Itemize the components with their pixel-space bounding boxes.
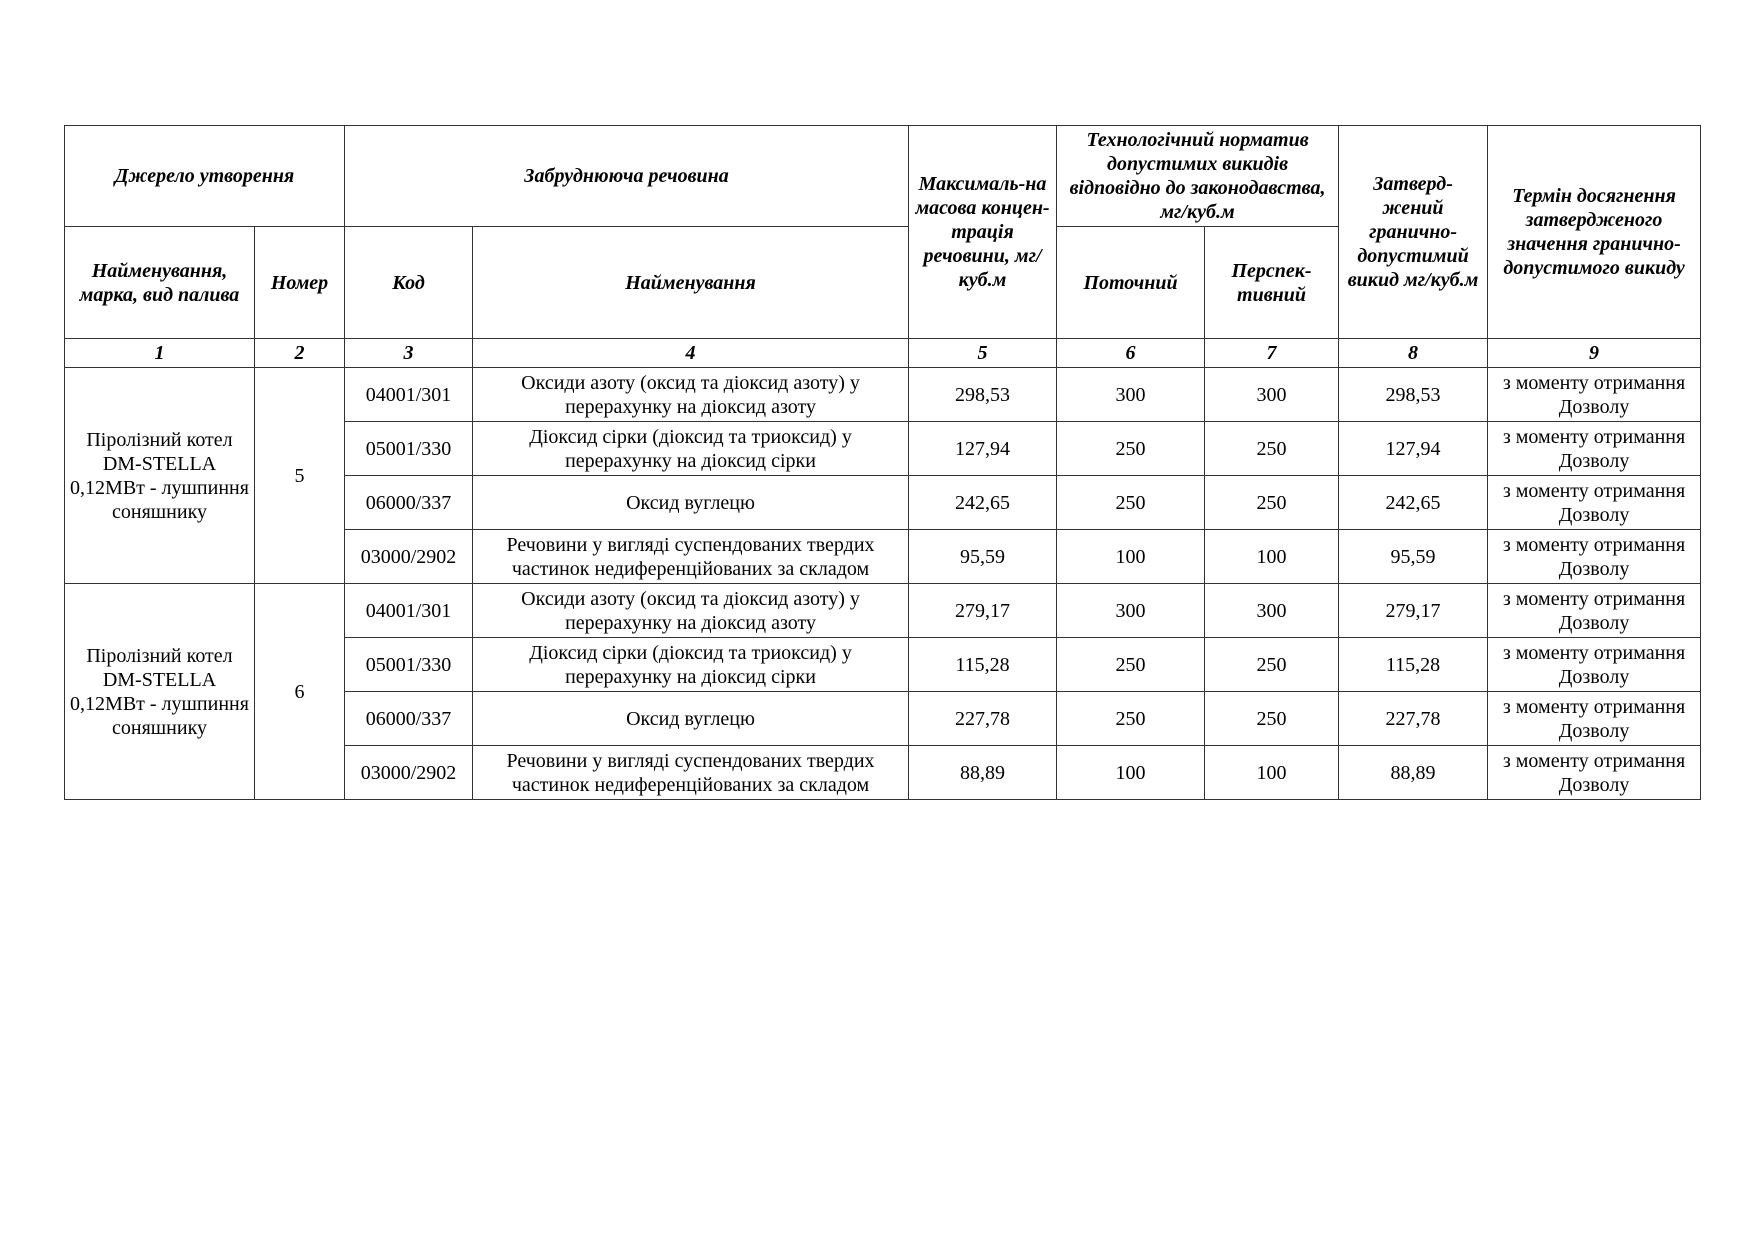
- code-cell: 05001/330: [345, 638, 473, 692]
- column-number: 3: [345, 339, 473, 368]
- header-approved-limit: Затверд-жений гранично-допустимий викид мг/куб.м: [1339, 126, 1488, 339]
- substance-cell: Речовини у вигляді суспендованих твердих частинок недиференційованих за складом: [473, 530, 909, 584]
- header-code: Код: [345, 227, 473, 339]
- header-source: Джерело утворення: [65, 126, 345, 227]
- source-name-cell: Піролізний котел DM-STELLA 0,12МВт - лушпиння соняшнику: [65, 584, 255, 800]
- substance-cell: Речовини у вигляді суспендованих твердих частинок недиференційованих за складом: [473, 746, 909, 800]
- deadline-cell: з моменту отримання Дозволу: [1488, 638, 1701, 692]
- approved-cell: 298,53: [1339, 368, 1488, 422]
- approved-cell: 127,94: [1339, 422, 1488, 476]
- deadline-cell: з моменту отримання Дозволу: [1488, 422, 1701, 476]
- deadline-cell: з моменту отримання Дозволу: [1488, 368, 1701, 422]
- header-source-number: Номер: [255, 227, 345, 339]
- header-pollutant-name: Найменування: [473, 227, 909, 339]
- current-cell: 250: [1057, 476, 1205, 530]
- table-row: [65, 368, 1701, 422]
- table-row: [65, 584, 1701, 638]
- max-cell: 127,94: [909, 422, 1057, 476]
- source-number-cell: 5: [255, 368, 345, 584]
- max-cell: 95,59: [909, 530, 1057, 584]
- prospective-cell: 300: [1205, 368, 1339, 422]
- current-cell: 100: [1057, 530, 1205, 584]
- deadline-cell: з моменту отримання Дозволу: [1488, 584, 1701, 638]
- column-number: 6: [1057, 339, 1205, 368]
- max-cell: 242,65: [909, 476, 1057, 530]
- column-number: 5: [909, 339, 1057, 368]
- header-deadline: Термін досягнення затвердженого значення гранично-допустимого викиду: [1488, 126, 1701, 339]
- current-cell: 100: [1057, 746, 1205, 800]
- substance-cell: Оксид вуглецю: [473, 476, 909, 530]
- max-cell: 298,53: [909, 368, 1057, 422]
- code-cell: 06000/337: [345, 692, 473, 746]
- header-source-name: Найменування, марка, вид палива: [65, 227, 255, 339]
- current-cell: 300: [1057, 584, 1205, 638]
- substance-cell: Діоксид сірки (діоксид та триоксид) у перерахунку на діоксид сірки: [473, 422, 909, 476]
- source-number-cell: 6: [255, 584, 345, 800]
- column-number: 9: [1488, 339, 1701, 368]
- prospective-cell: 250: [1205, 692, 1339, 746]
- code-cell: 06000/337: [345, 476, 473, 530]
- code-cell: 05001/330: [345, 422, 473, 476]
- deadline-cell: з моменту отримання Дозволу: [1488, 692, 1701, 746]
- emissions-table: [64, 125, 1701, 800]
- column-number: 7: [1205, 339, 1339, 368]
- prospective-cell: 250: [1205, 422, 1339, 476]
- approved-cell: 279,17: [1339, 584, 1488, 638]
- deadline-cell: з моменту отримання Дозволу: [1488, 476, 1701, 530]
- max-cell: 279,17: [909, 584, 1057, 638]
- code-cell: 04001/301: [345, 584, 473, 638]
- substance-cell: Оксиди азоту (оксид та діоксид азоту) у перерахунку на діоксид азоту: [473, 584, 909, 638]
- column-number: 2: [255, 339, 345, 368]
- current-cell: 250: [1057, 638, 1205, 692]
- header-tech-norm: Технологічний норматив допустимих викидів відповідно до законодавства, мг/куб.м: [1057, 126, 1339, 227]
- prospective-cell: 100: [1205, 746, 1339, 800]
- approved-cell: 115,28: [1339, 638, 1488, 692]
- column-number: 4: [473, 339, 909, 368]
- prospective-cell: 300: [1205, 584, 1339, 638]
- header-prospective: Перспек-тивний: [1205, 227, 1339, 339]
- prospective-cell: 250: [1205, 476, 1339, 530]
- column-number: 8: [1339, 339, 1488, 368]
- code-cell: 04001/301: [345, 368, 473, 422]
- header-max-concentration: Максималь-на масова концен-трація речовини, мг/куб.м: [909, 126, 1057, 339]
- deadline-cell: з моменту отримання Дозволу: [1488, 746, 1701, 800]
- approved-cell: 88,89: [1339, 746, 1488, 800]
- header-pollutant: Забруднююча речовина: [345, 126, 909, 227]
- current-cell: 300: [1057, 368, 1205, 422]
- current-cell: 250: [1057, 422, 1205, 476]
- prospective-cell: 250: [1205, 638, 1339, 692]
- substance-cell: Діоксид сірки (діоксид та триоксид) у перерахунку на діоксид сірки: [473, 638, 909, 692]
- substance-cell: Оксиди азоту (оксид та діоксид азоту) у перерахунку на діоксид азоту: [473, 368, 909, 422]
- approved-cell: 242,65: [1339, 476, 1488, 530]
- table-header: [65, 126, 1701, 368]
- max-cell: 88,89: [909, 746, 1057, 800]
- code-cell: 03000/2902: [345, 530, 473, 584]
- approved-cell: 227,78: [1339, 692, 1488, 746]
- prospective-cell: 100: [1205, 530, 1339, 584]
- current-cell: 250: [1057, 692, 1205, 746]
- header-current: Поточний: [1057, 227, 1205, 339]
- max-cell: 115,28: [909, 638, 1057, 692]
- approved-cell: 95,59: [1339, 530, 1488, 584]
- source-name-cell: Піролізний котел DM-STELLA 0,12МВт - лушпиння соняшнику: [65, 368, 255, 584]
- deadline-cell: з моменту отримання Дозволу: [1488, 530, 1701, 584]
- substance-cell: Оксид вуглецю: [473, 692, 909, 746]
- column-number: 1: [65, 339, 255, 368]
- table-body: [65, 368, 1701, 800]
- max-cell: 227,78: [909, 692, 1057, 746]
- code-cell: 03000/2902: [345, 746, 473, 800]
